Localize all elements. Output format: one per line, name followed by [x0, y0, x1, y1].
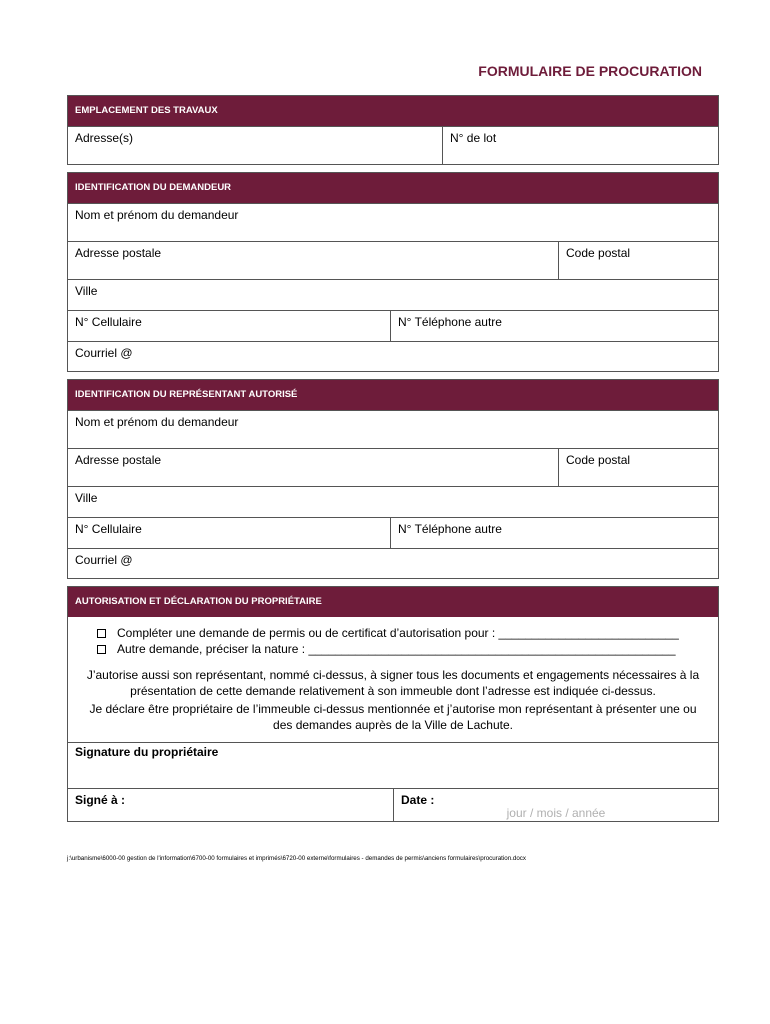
telephone-field[interactable]	[390, 518, 718, 548]
field-label: Adresse postale	[75, 246, 162, 260]
section-heading: EMPLACEMENT DES TRAVAUX	[68, 96, 718, 126]
field-label: N° Cellulaire	[75, 522, 142, 536]
field-label: Signé à :	[75, 793, 126, 807]
field-label: Signature du propriétaire	[75, 745, 219, 759]
field-label: Code postal	[566, 453, 631, 467]
form-title: FORMULAIRE DE PROCURATION	[478, 63, 702, 79]
procuration-form	[67, 95, 719, 822]
courriel-field[interactable]	[68, 342, 718, 371]
option-label: Compléter une demande de permis ou de certificat d’autorisation pour : ___________________________	[117, 626, 679, 640]
nom-field[interactable]	[68, 411, 718, 448]
field-label: N° Téléphone autre	[398, 522, 502, 536]
lot-field[interactable]	[442, 127, 718, 164]
field-label: Ville	[75, 284, 98, 298]
code-postal-field[interactable]	[558, 242, 718, 279]
option-label: Autre demande, préciser la nature : _______________________________________________________	[117, 642, 676, 656]
field-label: Code postal	[566, 246, 631, 260]
nom-field[interactable]	[68, 204, 718, 241]
field-label: Nom et prénom du demandeur	[75, 415, 239, 429]
section-heading: IDENTIFICATION DU REPRÉSENTANT AUTORISÉ	[68, 380, 718, 410]
field-label: Courriel @	[75, 346, 133, 360]
telephone-field[interactable]	[390, 311, 718, 341]
section-autorisation	[67, 586, 719, 822]
section-representant	[67, 379, 719, 579]
field-label: Courriel @	[75, 553, 133, 567]
cellulaire-field[interactable]	[68, 311, 390, 341]
option-permis	[97, 625, 711, 641]
adresse-postale-field[interactable]	[68, 242, 558, 279]
date-hint: jour / mois / année	[506, 806, 606, 820]
file-path-footer: j:\urbanisme\6000-00 gestion de l'information\6700-00 formulaires et imprimés\6720-00 externe\formulaires - demandes de permis\anciens formulaires\procuration.docx	[67, 855, 526, 862]
field-label: N° Téléphone autre	[398, 315, 502, 329]
autorisation-body	[68, 617, 718, 742]
field-label: N° Cellulaire	[75, 315, 142, 329]
ville-field[interactable]	[68, 280, 718, 310]
section-demandeur	[67, 172, 719, 372]
field-label: Adresse postale	[75, 453, 162, 467]
checkbox[interactable]	[97, 629, 106, 638]
field-label: N° de lot	[450, 131, 497, 145]
courriel-field[interactable]	[68, 549, 718, 578]
adresse-postale-field[interactable]	[68, 449, 558, 486]
section-heading: IDENTIFICATION DU DEMANDEUR	[68, 173, 718, 203]
signe-a-field[interactable]	[68, 789, 393, 821]
adresse-field[interactable]	[68, 127, 442, 164]
option-autre	[97, 641, 711, 657]
authorization-paragraph: J’autorise aussi son représentant, nommé ci-dessus, à signer tous les documents et engagements nécessaires à la présentation de cette demande relativement à son immeuble dont l’adresse est indiquée ci-dessus.	[86, 668, 700, 698]
checkbox[interactable]	[97, 645, 106, 654]
section-emplacement	[67, 95, 719, 165]
date-field[interactable]	[393, 789, 718, 821]
field-label: Ville	[75, 491, 98, 505]
signature-field[interactable]	[68, 742, 718, 788]
ville-field[interactable]	[68, 487, 718, 517]
declaration-paragraph: Je déclare être propriétaire de l’immeuble ci-dessus mentionnée et j’autorise mon représentant à présenter une ou des demandes auprès de la Ville de Lachute.	[89, 702, 697, 732]
field-label: Nom et prénom du demandeur	[75, 208, 239, 222]
cellulaire-field[interactable]	[68, 518, 390, 548]
field-label: Adresse(s)	[75, 131, 134, 145]
field-label: Date :	[401, 793, 435, 807]
code-postal-field[interactable]	[558, 449, 718, 486]
section-heading: AUTORISATION ET DÉCLARATION DU PROPRIÉTAIRE	[68, 587, 718, 617]
